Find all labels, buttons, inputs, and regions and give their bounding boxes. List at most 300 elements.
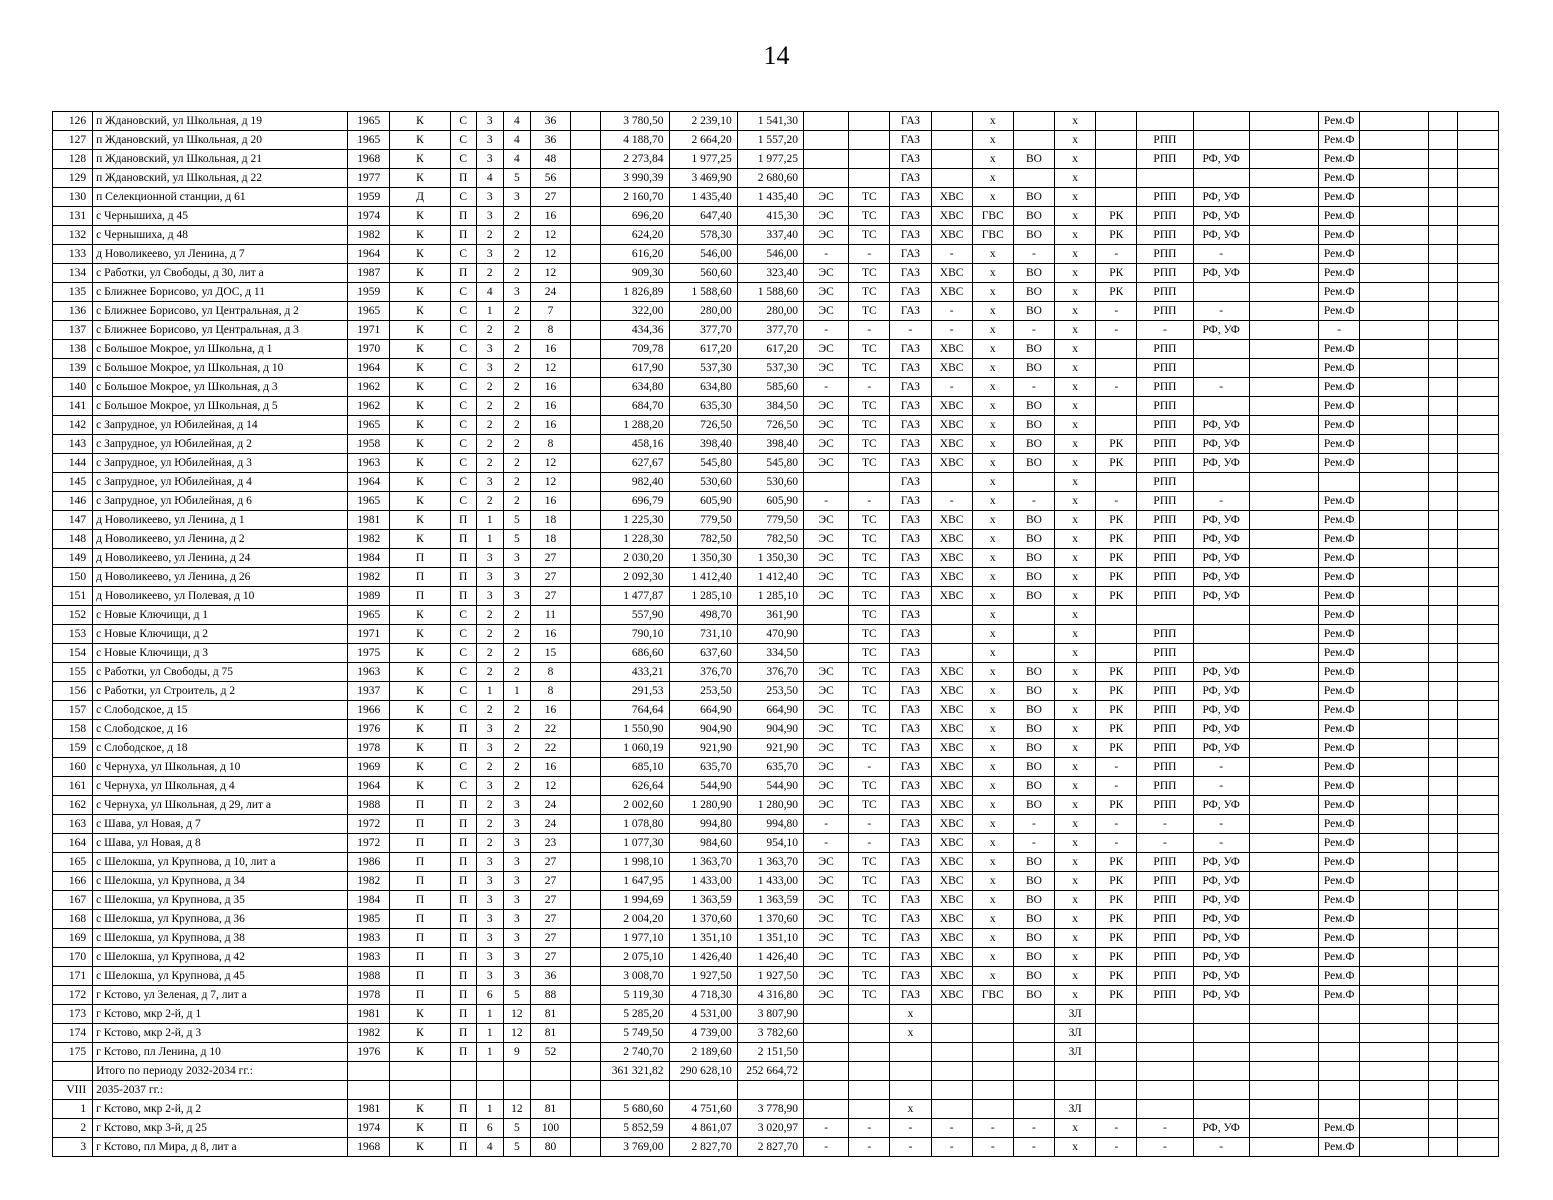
table-cell: с Шелокша, ул Крупнова, д 38 xyxy=(93,929,348,948)
table-cell xyxy=(1360,359,1429,378)
table-cell xyxy=(1319,1100,1360,1119)
table-row xyxy=(53,777,1499,796)
table-cell: - xyxy=(1193,777,1249,796)
table-row xyxy=(53,1024,1499,1043)
table-cell: - xyxy=(1013,378,1054,397)
table-cell: ХВС xyxy=(931,188,972,207)
table-cell: VIII xyxy=(53,1081,93,1100)
table-cell: ГАЗ xyxy=(890,720,931,739)
table-cell xyxy=(571,815,601,834)
table-cell: 128 xyxy=(53,150,93,169)
table-cell: 1981 xyxy=(348,1100,390,1119)
table-cell: ВО xyxy=(1013,150,1054,169)
table-cell: РПП xyxy=(1137,967,1193,986)
table-cell: ТС xyxy=(849,397,890,416)
table-cell: РПП xyxy=(1137,701,1193,720)
table-cell: 1 435,40 xyxy=(669,188,737,207)
table-cell: 1 994,69 xyxy=(601,891,669,910)
table-cell: ТС xyxy=(849,929,890,948)
table-cell: П xyxy=(450,1005,476,1024)
table-cell xyxy=(1429,891,1457,910)
table-cell: С xyxy=(450,682,476,701)
table-cell: С xyxy=(450,302,476,321)
table-cell: ХВС xyxy=(931,967,972,986)
table-cell: 1982 xyxy=(348,872,390,891)
table-cell: 126 xyxy=(53,112,93,131)
table-cell: 3 xyxy=(503,948,530,967)
table-cell xyxy=(1360,625,1429,644)
table-cell: К xyxy=(390,1043,450,1062)
table-cell: 2 xyxy=(503,473,530,492)
table-cell: 398,40 xyxy=(669,435,737,454)
table-cell: 12 xyxy=(530,264,570,283)
table-cell: Рем.Ф xyxy=(1319,530,1360,549)
table-cell: х xyxy=(1055,929,1096,948)
table-cell xyxy=(1193,131,1249,150)
table-cell xyxy=(1429,986,1457,1005)
table-cell: 5 xyxy=(503,530,530,549)
table-cell: д Новоликеево, ул Полевая, д 10 xyxy=(93,587,348,606)
table-cell: 2 xyxy=(476,796,503,815)
table-row xyxy=(53,264,1499,283)
table-cell: 280,00 xyxy=(669,302,737,321)
table-cell: 921,90 xyxy=(737,739,803,758)
table-cell: ЭС xyxy=(804,549,849,568)
table-cell: С xyxy=(450,492,476,511)
table-cell xyxy=(1319,1062,1360,1081)
table-row xyxy=(53,834,1499,853)
table-cell: 1 588,60 xyxy=(737,283,803,302)
table-cell: П xyxy=(390,834,450,853)
table-cell: РПП xyxy=(1137,492,1193,511)
table-cell xyxy=(972,1024,1013,1043)
table-cell: 22 xyxy=(530,739,570,758)
table-cell: К xyxy=(390,416,450,435)
table-cell: х xyxy=(972,340,1013,359)
table-cell: 3 xyxy=(503,815,530,834)
table-cell xyxy=(1249,777,1318,796)
table-cell: ГАЗ xyxy=(890,777,931,796)
table-cell xyxy=(804,1005,849,1024)
table-cell xyxy=(1249,967,1318,986)
table-cell: х xyxy=(1055,796,1096,815)
table-cell: РФ, УФ xyxy=(1193,853,1249,872)
table-cell: - xyxy=(1193,492,1249,511)
table-row xyxy=(53,359,1499,378)
table-cell: ХВС xyxy=(931,739,972,758)
table-cell xyxy=(571,112,601,131)
table-cell: х xyxy=(1055,207,1096,226)
table-cell xyxy=(571,758,601,777)
table-cell: ЭС xyxy=(804,283,849,302)
table-cell: 2 680,60 xyxy=(737,169,803,188)
table-cell: 27 xyxy=(530,587,570,606)
table-cell: РК xyxy=(1096,720,1137,739)
table-row xyxy=(53,340,1499,359)
table-cell: ХВС xyxy=(931,207,972,226)
table-cell: 1968 xyxy=(348,150,390,169)
table-cell: К xyxy=(390,663,450,682)
table-row xyxy=(53,948,1499,967)
table-cell: с Ближнее Борисово, ул ДОС, д 11 xyxy=(93,283,348,302)
table-cell: 1975 xyxy=(348,644,390,663)
table-cell xyxy=(1193,112,1249,131)
table-cell xyxy=(1457,549,1498,568)
table-cell: ЭС xyxy=(804,967,849,986)
table-cell xyxy=(571,302,601,321)
table-cell: х xyxy=(1055,891,1096,910)
table-cell: д Новоликеево, ул Ленина, д 26 xyxy=(93,568,348,587)
table-cell: 16 xyxy=(530,378,570,397)
table-row xyxy=(53,625,1499,644)
table-cell: РК xyxy=(1096,910,1137,929)
table-cell: х xyxy=(972,416,1013,435)
table-cell: 253,50 xyxy=(669,682,737,701)
table-cell: 3 xyxy=(476,340,503,359)
table-cell: х xyxy=(972,910,1013,929)
table-cell: ХВС xyxy=(931,549,972,568)
table-cell: П xyxy=(450,568,476,587)
table-cell: ХВС xyxy=(931,834,972,853)
table-cell: 605,90 xyxy=(737,492,803,511)
table-cell: - xyxy=(1096,302,1137,321)
table-cell: 2 xyxy=(476,226,503,245)
table-cell: 3 xyxy=(503,853,530,872)
table-cell: 458,16 xyxy=(601,435,669,454)
table-cell: ВО xyxy=(1013,891,1054,910)
table-cell xyxy=(1013,473,1054,492)
table-cell: 165 xyxy=(53,853,93,872)
table-cell xyxy=(1429,720,1457,739)
table-cell: РФ, УФ xyxy=(1193,416,1249,435)
table-cell: Рем.Ф xyxy=(1319,625,1360,644)
table-cell: 6 xyxy=(476,986,503,1005)
table-cell: П xyxy=(450,1119,476,1138)
table-cell: ТС xyxy=(849,739,890,758)
table-cell: 1964 xyxy=(348,359,390,378)
table-cell: ГАЗ xyxy=(890,473,931,492)
table-cell: х xyxy=(1055,150,1096,169)
table-cell xyxy=(1360,131,1429,150)
table-cell xyxy=(1360,967,1429,986)
table-cell xyxy=(1096,473,1137,492)
table-cell xyxy=(1137,1062,1193,1081)
table-cell: ЭС xyxy=(804,397,849,416)
table-cell: с Чернуха, ул Школьная, д 29, лит а xyxy=(93,796,348,815)
table-cell: 160 xyxy=(53,758,93,777)
table-cell xyxy=(571,739,601,758)
table-cell: х xyxy=(1055,492,1096,511)
table-cell xyxy=(1319,1081,1360,1100)
table-cell: 2 xyxy=(503,644,530,663)
table-cell: ЭС xyxy=(804,226,849,245)
table-cell: П xyxy=(450,739,476,758)
table-cell: К xyxy=(390,245,450,264)
table-cell: 1 370,60 xyxy=(669,910,737,929)
table-cell xyxy=(1429,188,1457,207)
table-cell: ТС xyxy=(849,435,890,454)
table-cell xyxy=(1457,169,1498,188)
table-cell: 664,90 xyxy=(669,701,737,720)
table-cell: 731,10 xyxy=(669,625,737,644)
table-cell: х xyxy=(1055,682,1096,701)
table-row xyxy=(53,207,1499,226)
table-cell xyxy=(1249,796,1318,815)
table-cell xyxy=(1360,169,1429,188)
table-cell: г Кстово, пл Мира, д 8, лит а xyxy=(93,1138,348,1157)
table-cell xyxy=(1096,625,1137,644)
table-cell: ГАЗ xyxy=(890,606,931,625)
table-cell: ВО xyxy=(1013,435,1054,454)
table-cell: 1 477,87 xyxy=(601,587,669,606)
table-cell: 3 020,97 xyxy=(737,1119,803,1138)
table-cell xyxy=(1249,891,1318,910)
table-cell: 2 xyxy=(503,226,530,245)
table-cell: ХВС xyxy=(931,359,972,378)
table-cell: 280,00 xyxy=(737,302,803,321)
table-cell xyxy=(571,568,601,587)
table-cell xyxy=(1457,568,1498,587)
table-cell: Рем.Ф xyxy=(1319,682,1360,701)
table-cell: П xyxy=(450,1043,476,1062)
table-cell xyxy=(1249,1138,1318,1157)
table-cell: ЭС xyxy=(804,530,849,549)
table-cell: 24 xyxy=(530,815,570,834)
table-body xyxy=(53,112,1499,1157)
table-cell: РФ, УФ xyxy=(1193,720,1249,739)
table-cell: РФ, УФ xyxy=(1193,150,1249,169)
table-cell: х xyxy=(1055,625,1096,644)
table-cell: с Чернуха, ул Школьная, д 4 xyxy=(93,777,348,796)
table-cell xyxy=(571,340,601,359)
table-cell: 48 xyxy=(530,150,570,169)
table-cell: ГАЗ xyxy=(890,397,931,416)
table-cell: П xyxy=(390,910,450,929)
table-cell: РПП xyxy=(1137,340,1193,359)
table-cell: 377,70 xyxy=(669,321,737,340)
table-cell: П xyxy=(450,986,476,1005)
table-cell: 1983 xyxy=(348,948,390,967)
table-cell xyxy=(1137,169,1193,188)
table-cell: 2 xyxy=(476,264,503,283)
table-cell: РПП xyxy=(1137,796,1193,815)
table-cell: ВО xyxy=(1013,283,1054,302)
table-cell: 334,50 xyxy=(737,644,803,663)
table-cell: 1 288,20 xyxy=(601,416,669,435)
table-cell xyxy=(1360,112,1429,131)
table-cell: х xyxy=(972,815,1013,834)
table-cell xyxy=(571,1005,601,1024)
table-cell: х xyxy=(972,568,1013,587)
table-cell: с Запрудное, ул Юбилейная, д 3 xyxy=(93,454,348,473)
table-cell xyxy=(1457,701,1498,720)
table-cell: РПП xyxy=(1137,207,1193,226)
table-cell: 954,10 xyxy=(737,834,803,853)
table-cell xyxy=(571,207,601,226)
table-cell: РПП xyxy=(1137,853,1193,872)
table-cell xyxy=(1429,473,1457,492)
table-cell xyxy=(571,796,601,815)
table-cell: х xyxy=(1055,359,1096,378)
page-number: 14 xyxy=(763,41,790,70)
table-cell: 1962 xyxy=(348,378,390,397)
table-cell: п Ждановский, ул Школьная, д 19 xyxy=(93,112,348,131)
table-cell: К xyxy=(390,1005,450,1024)
table-cell: х xyxy=(972,131,1013,150)
table-cell: ХВС xyxy=(931,929,972,948)
table-cell: ТС xyxy=(849,777,890,796)
table-cell: 3 990,39 xyxy=(601,169,669,188)
table-cell: К xyxy=(390,378,450,397)
table-cell: С xyxy=(450,435,476,454)
table-cell: ВО xyxy=(1013,454,1054,473)
table-cell xyxy=(1193,283,1249,302)
table-cell: ТС xyxy=(849,568,890,587)
table-cell xyxy=(53,1062,93,1081)
table-cell: х xyxy=(972,169,1013,188)
table-cell: ХВС xyxy=(931,986,972,1005)
table-cell: ЭС xyxy=(804,340,849,359)
table-cell: 1 280,90 xyxy=(737,796,803,815)
table-cell xyxy=(1360,245,1429,264)
table-cell: с Слободское, д 18 xyxy=(93,739,348,758)
table-cell: ХВС xyxy=(931,587,972,606)
table-cell: С xyxy=(450,150,476,169)
table-cell xyxy=(1429,302,1457,321)
table-cell xyxy=(450,1081,476,1100)
table-cell: 3 xyxy=(476,872,503,891)
table-cell: ТС xyxy=(849,587,890,606)
table-cell xyxy=(1249,1062,1318,1081)
table-cell: ВО xyxy=(1013,207,1054,226)
table-cell: с Запрудное, ул Юбилейная, д 2 xyxy=(93,435,348,454)
table-cell: 135 xyxy=(53,283,93,302)
table-cell xyxy=(1249,397,1318,416)
table-cell: РФ, УФ xyxy=(1193,264,1249,283)
table-cell: 81 xyxy=(530,1005,570,1024)
table-cell: 81 xyxy=(530,1100,570,1119)
table-cell: РК xyxy=(1096,435,1137,454)
table-cell: 2 xyxy=(476,758,503,777)
table-cell: х xyxy=(1055,587,1096,606)
table-cell xyxy=(1360,283,1429,302)
table-cell xyxy=(1429,625,1457,644)
table-cell xyxy=(849,169,890,188)
table-cell: ЭС xyxy=(804,910,849,929)
table-cell xyxy=(1360,302,1429,321)
table-cell xyxy=(1360,264,1429,283)
table-cell: 161 xyxy=(53,777,93,796)
table-cell: 726,50 xyxy=(737,416,803,435)
table-cell: 2 xyxy=(503,663,530,682)
table-cell: 2 xyxy=(476,663,503,682)
table-cell: Рем.Ф xyxy=(1319,150,1360,169)
table-cell: 2 151,50 xyxy=(737,1043,803,1062)
table-cell: ТС xyxy=(849,625,890,644)
table-cell: РФ, УФ xyxy=(1193,891,1249,910)
table-cell: 1959 xyxy=(348,283,390,302)
table-cell: ТС xyxy=(849,663,890,682)
table-cell: ХВС xyxy=(931,397,972,416)
table-cell: 3 xyxy=(476,891,503,910)
table-cell: 5 xyxy=(503,1119,530,1138)
table-cell xyxy=(1429,397,1457,416)
table-cell xyxy=(571,682,601,701)
table-cell: С xyxy=(450,701,476,720)
table-cell: 696,79 xyxy=(601,492,669,511)
table-cell: ЭС xyxy=(804,682,849,701)
table-cell: 3 xyxy=(503,568,530,587)
table-cell: ЭС xyxy=(804,720,849,739)
table-cell: Рем.Ф xyxy=(1319,511,1360,530)
table-cell: 6 xyxy=(476,1119,503,1138)
table-cell: - xyxy=(1193,245,1249,264)
table-cell xyxy=(1013,1062,1054,1081)
table-cell xyxy=(1013,625,1054,644)
table-row xyxy=(53,568,1499,587)
table-cell xyxy=(1096,416,1137,435)
table-cell: П xyxy=(450,853,476,872)
table-cell xyxy=(1096,1024,1137,1043)
table-row xyxy=(53,720,1499,739)
table-cell xyxy=(1249,568,1318,587)
table-cell: 3 780,50 xyxy=(601,112,669,131)
table-cell xyxy=(1457,454,1498,473)
table-cell: х xyxy=(972,150,1013,169)
table-cell: ЭС xyxy=(804,207,849,226)
table-cell: - xyxy=(1137,321,1193,340)
table-cell: 2 xyxy=(476,492,503,511)
table-cell: 1 xyxy=(476,1024,503,1043)
table-cell: х xyxy=(972,359,1013,378)
table-cell xyxy=(1137,1005,1193,1024)
table-cell xyxy=(571,967,601,986)
table-cell xyxy=(1429,587,1457,606)
table-cell: 145 xyxy=(53,473,93,492)
table-cell: ВО xyxy=(1013,568,1054,587)
table-cell: с Работки, ул Свободы, д 75 xyxy=(93,663,348,682)
table-cell: ВО xyxy=(1013,872,1054,891)
table-cell: - xyxy=(890,321,931,340)
table-cell: РПП xyxy=(1137,739,1193,758)
table-cell xyxy=(503,1062,530,1081)
table-cell: ГВС xyxy=(972,986,1013,1005)
table-cell: с Чернышиха, д 48 xyxy=(93,226,348,245)
table-cell xyxy=(1457,587,1498,606)
table-cell xyxy=(1457,359,1498,378)
table-cell: С xyxy=(450,663,476,682)
table-cell: Рем.Ф xyxy=(1319,948,1360,967)
table-cell: ВО xyxy=(1013,682,1054,701)
table-cell: 2 xyxy=(503,397,530,416)
table-cell xyxy=(1457,986,1498,1005)
table-cell: 16 xyxy=(530,758,570,777)
table-cell xyxy=(571,473,601,492)
table-cell: ЗЛ xyxy=(1055,1043,1096,1062)
table-cell: С xyxy=(450,112,476,131)
table-cell xyxy=(571,150,601,169)
table-cell: 8 xyxy=(530,435,570,454)
table-cell xyxy=(1457,1119,1498,1138)
table-cell: 904,90 xyxy=(669,720,737,739)
table-cell: РПП xyxy=(1137,511,1193,530)
table-cell xyxy=(1457,796,1498,815)
table-cell xyxy=(890,1062,931,1081)
table-row xyxy=(53,967,1499,986)
table-cell: - xyxy=(931,245,972,264)
table-cell: - xyxy=(1096,1119,1137,1138)
table-cell: 12 xyxy=(530,473,570,492)
